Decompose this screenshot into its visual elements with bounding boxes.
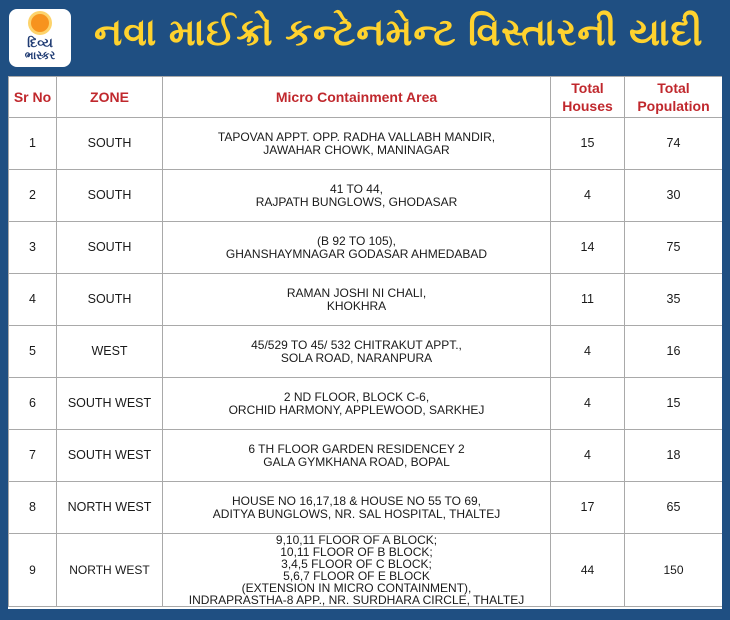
cell-zone: NORTH WEST: [57, 534, 163, 607]
cell-area: [163, 378, 551, 430]
cell-total-houses: 44: [551, 534, 625, 607]
bottom-strip: [0, 609, 730, 620]
cell-area: [163, 482, 551, 534]
cell-area: [163, 430, 551, 482]
page-title: નવા માઈક્રો કન્ટેનમેન્ટ વિસ્તારની યાદી: [94, 12, 704, 54]
cell-total-population: 74: [625, 118, 723, 170]
area-line: (EXTENSION IN MICRO CONTAINMENT),: [241, 581, 472, 595]
cell-zone: SOUTH WEST: [57, 430, 163, 482]
cell-sr-no: 3: [9, 222, 57, 274]
cell-zone: SOUTH: [57, 170, 163, 222]
area-line: 9,10,11 FLOOR OF A BLOCK;: [275, 533, 438, 547]
cell-sr-no: 5: [9, 326, 57, 378]
area-line: (B 92 TO 105),: [317, 233, 396, 248]
cell-total-houses: 4: [551, 326, 625, 378]
area-line: GHANSHAYMNAGAR GODASAR AHMEDABAD: [225, 246, 488, 261]
area-line: JAWAHAR CHOWK, MANINAGAR: [263, 142, 450, 157]
cell-area: [163, 534, 551, 607]
cell-area: [163, 326, 551, 378]
cell-zone: WEST: [57, 326, 163, 378]
containment-table-wrapper: [8, 76, 722, 609]
area-line: RAMAN JOSHI NI CHALI,: [286, 285, 427, 300]
cell-sr-no: 1: [9, 118, 57, 170]
area-line: 6 TH FLOOR GARDEN RESIDENCEY 2: [248, 441, 465, 456]
area-line: TAPOVAN APPT. OPP. RADHA VALLABH MANDIR,: [217, 129, 496, 144]
header-zone: ZONE: [57, 77, 163, 118]
table-row: [9, 170, 723, 222]
brand-line1: દિવ્ય: [27, 35, 53, 50]
area-line: 41 TO 44,: [330, 181, 383, 196]
cell-total-houses: 4: [551, 170, 625, 222]
table-row: [9, 534, 723, 607]
cell-total-houses: 17: [551, 482, 625, 534]
header-sr-no: Sr No: [9, 77, 57, 118]
area-line: 5,6,7 FLOOR OF E BLOCK: [283, 569, 430, 583]
brand-logo: [9, 9, 71, 67]
cell-total-houses: 11: [551, 274, 625, 326]
table-body: [9, 118, 723, 607]
area-line: GALA GYMKHANA ROAD, BOPAL: [263, 454, 450, 469]
cell-total-population: 15: [625, 378, 723, 430]
cell-total-population: 18: [625, 430, 723, 482]
table-row: [9, 326, 723, 378]
cell-total-population: 30: [625, 170, 723, 222]
cell-total-population: 75: [625, 222, 723, 274]
table-row: [9, 118, 723, 170]
header-banner: [0, 0, 730, 76]
table-row: [9, 378, 723, 430]
cell-sr-no: 8: [9, 482, 57, 534]
cell-total-houses: 4: [551, 430, 625, 482]
area-line: 45/529 TO 45/ 532 CHITRAKUT APPT.,: [251, 337, 462, 352]
area-line: 2 ND FLOOR, BLOCK C-6,: [283, 389, 430, 404]
cell-zone: SOUTH: [57, 118, 163, 170]
cell-zone: NORTH WEST: [57, 482, 163, 534]
area-line: ORCHID HARMONY, APPLEWOOD, SARKHEJ: [228, 402, 485, 417]
table-row: [9, 222, 723, 274]
cell-total-houses: 15: [551, 118, 625, 170]
cell-sr-no: 9: [9, 534, 57, 607]
sun-icon: [31, 14, 49, 32]
cell-sr-no: 7: [9, 430, 57, 482]
table-row: [9, 274, 723, 326]
cell-total-houses: 14: [551, 222, 625, 274]
cell-zone: SOUTH: [57, 222, 163, 274]
cell-area: [163, 118, 551, 170]
table-row: [9, 482, 723, 534]
cell-zone: SOUTH: [57, 274, 163, 326]
cell-zone: SOUTH WEST: [57, 378, 163, 430]
area-line: HOUSE NO 16,17,18 & HOUSE NO 55 TO 69,: [232, 493, 481, 508]
header-total-houses: Total Houses: [551, 77, 625, 118]
cell-sr-no: 4: [9, 274, 57, 326]
area-line: ADITYA BUNGLOWS, NR. SAL HOSPITAL, THALTEJ: [212, 506, 501, 521]
cell-total-population: 35: [625, 274, 723, 326]
cell-sr-no: 2: [9, 170, 57, 222]
cell-total-population: 65: [625, 482, 723, 534]
cell-total-population: 150: [625, 534, 723, 607]
header-area: Micro Containment Area: [163, 77, 551, 118]
cell-area: [163, 222, 551, 274]
area-line: KHOKHRA: [326, 298, 387, 313]
area-line: 3,4,5 FLOOR OF C BLOCK;: [281, 557, 432, 571]
cell-area: [163, 170, 551, 222]
area-line: SOLA ROAD, NARANPURA: [280, 350, 433, 365]
cell-total-houses: 4: [551, 378, 625, 430]
brand-line2: ભાસ્કર: [24, 50, 56, 62]
area-line: RAJPATH BUNGLOWS, GHODASAR: [255, 194, 458, 209]
cell-sr-no: 6: [9, 378, 57, 430]
table-row: [9, 430, 723, 482]
header-total-population: Total Population: [625, 77, 723, 118]
table-header-row: [9, 77, 723, 118]
area-line: 10,11 FLOOR OF B BLOCK;: [280, 545, 433, 559]
area-line: INDRAPRASTHA-8 APP., NR. SURDHARA CIRCLE, THALTEJ: [188, 593, 525, 607]
cell-total-population: 16: [625, 326, 723, 378]
cell-area: [163, 274, 551, 326]
containment-table: [8, 76, 722, 607]
